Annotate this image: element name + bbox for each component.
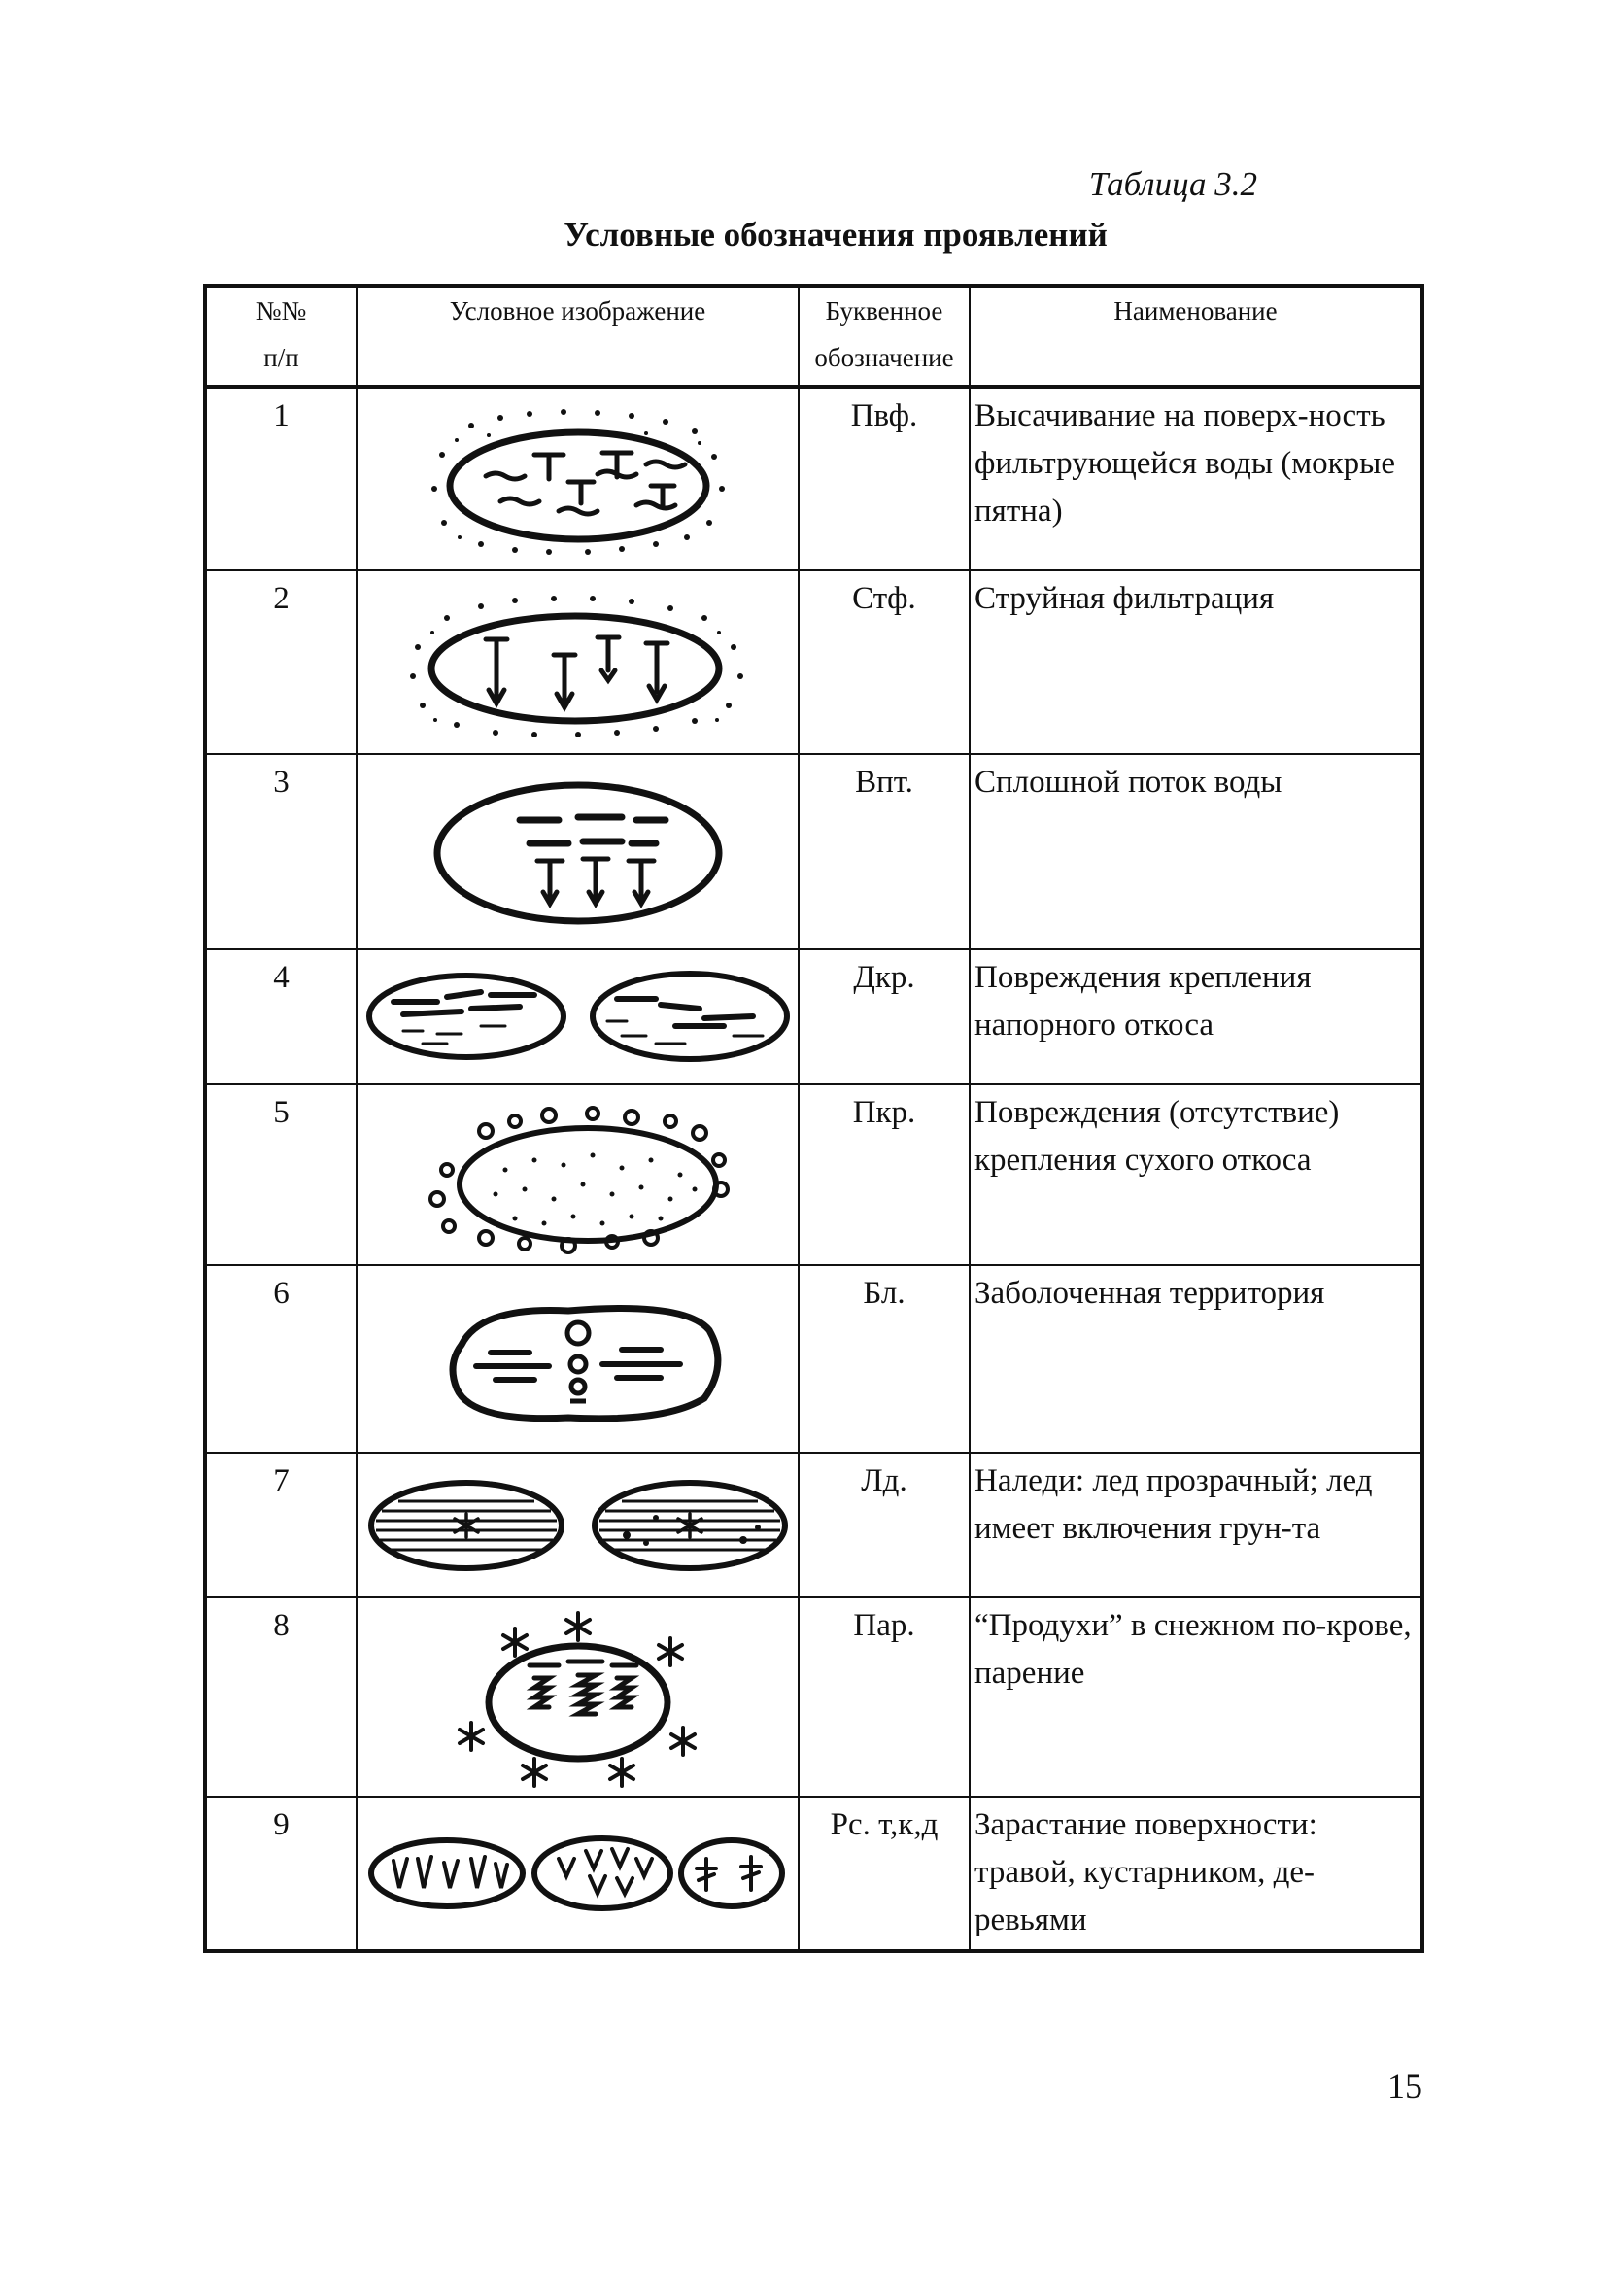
row-name: Повреждения крепления напорного откоса	[970, 949, 1422, 1084]
dry-slope-damage-icon	[408, 1092, 748, 1257]
row-name: Наледи: лед прозрачный; лед имеет включения грун-та	[970, 1453, 1422, 1597]
row-code: Лд.	[799, 1453, 970, 1597]
row-code: Пвф.	[799, 387, 970, 570]
row-code: Впт.	[799, 754, 970, 949]
row-symbol	[357, 1797, 799, 1951]
row-code: Пкр.	[799, 1084, 970, 1266]
seepage-wet-spots-icon	[403, 396, 753, 562]
jet-filtration-icon	[389, 579, 768, 744]
row-code: Пар.	[799, 1597, 970, 1797]
row-code: Рс. т,к,д	[799, 1797, 970, 1951]
row-number: 6	[205, 1265, 357, 1453]
row-number: 8	[205, 1597, 357, 1797]
row-code: Дкр.	[799, 949, 970, 1084]
row-name: Заболоченная территория	[970, 1265, 1422, 1453]
row-code: Бл.	[799, 1265, 970, 1453]
table-row	[205, 570, 1422, 754]
row-name: “Продухи” в снежном по-крове, парение	[970, 1597, 1422, 1797]
table-row	[205, 1084, 1422, 1266]
row-name: Сплошной поток воды	[970, 754, 1422, 949]
row-symbol	[357, 1265, 799, 1453]
legend-table-container	[203, 284, 1420, 1953]
row-symbol	[357, 387, 799, 570]
header-name: Наименование	[970, 286, 1422, 387]
row-symbol	[357, 1453, 799, 1597]
row-name: Повреждения (отсутствие) крепления сухого откоса	[970, 1084, 1422, 1266]
row-number: 5	[205, 1084, 357, 1266]
vegetation-overgrowth-icon	[364, 1820, 792, 1927]
row-code: Стф.	[799, 570, 970, 754]
row-symbol	[357, 949, 799, 1084]
header-code: Буквенное обозначение	[799, 286, 970, 387]
table-caption: Таблица 3.2	[1088, 165, 1257, 203]
table-row	[205, 1797, 1422, 1951]
row-symbol	[357, 754, 799, 949]
table-row	[205, 1597, 1422, 1797]
swamp-icon	[423, 1277, 734, 1442]
table-row	[205, 949, 1422, 1084]
snow-vents-steam-icon	[423, 1605, 734, 1790]
row-name: Зарастание поверхности: травой, кустарником, де-ревьями	[970, 1797, 1422, 1951]
page-number: 15	[1387, 2067, 1422, 2106]
row-number: 4	[205, 949, 357, 1084]
row-symbol	[357, 1084, 799, 1266]
row-number: 3	[205, 754, 357, 949]
table-title: Условные обозначения проявлений	[564, 216, 1108, 254]
table-header-row	[205, 286, 1422, 387]
ice-icon	[364, 1467, 792, 1584]
upstream-slope-damage-icon	[364, 958, 792, 1075]
table-row	[205, 387, 1422, 570]
header-image: Условное изображение	[357, 286, 799, 387]
row-symbol	[357, 1597, 799, 1797]
legend-table	[203, 284, 1424, 1953]
table-row	[205, 1453, 1422, 1597]
table-row	[205, 1265, 1422, 1453]
row-number: 7	[205, 1453, 357, 1597]
row-name: Высачивание на поверх-ность фильтрующейся воды (мокрые пятна)	[970, 387, 1422, 570]
header-num: №№ п/п	[205, 286, 357, 387]
row-number: 1	[205, 387, 357, 570]
row-symbol	[357, 570, 799, 754]
row-name: Струйная фильтрация	[970, 570, 1422, 754]
row-number: 9	[205, 1797, 357, 1951]
continuous-water-flow-icon	[423, 764, 734, 939]
table-row	[205, 754, 1422, 949]
row-number: 2	[205, 570, 357, 754]
